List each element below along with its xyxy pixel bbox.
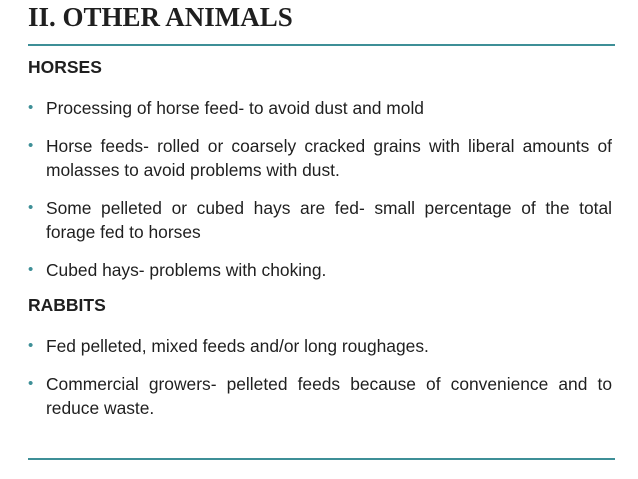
section-horses [28, 50, 612, 282]
list-item [28, 196, 612, 244]
bullet-icon: • [28, 99, 34, 116]
section-rabbits [28, 288, 612, 420]
list-item-text: Fed pelleted, mixed feeds and/or long roughages. [46, 336, 429, 356]
bullet-icon: • [28, 199, 34, 216]
bullet-icon: • [28, 261, 34, 278]
list-item [28, 334, 612, 358]
bullet-icon: • [28, 337, 34, 354]
bullet-icon: • [28, 137, 34, 154]
list-item-text: Cubed hays- problems with choking. [46, 260, 327, 280]
slide-title: II. OTHER ANIMALS [28, 2, 293, 32]
list-item-text: Horse feeds- rolled or coarsely cracked grains with liberal amounts of molasses to avoid problems with dust. [46, 136, 612, 180]
title-divider [28, 44, 615, 46]
list-item-text: Commercial growers- pelleted feeds because of convenience and to reduce waste. [46, 374, 612, 418]
list-item-text: Processing of horse feed- to avoid dust and mold [46, 98, 424, 118]
list-item [28, 134, 612, 182]
section-heading: RABBITS [28, 295, 106, 315]
slide-body [28, 50, 612, 420]
list-item [28, 258, 612, 282]
footer-divider [28, 458, 615, 460]
list-item-text: Some pelleted or cubed hays are fed- small percentage of the total forage fed to horses [46, 198, 612, 242]
list-item [28, 96, 612, 120]
bullet-icon: • [28, 375, 34, 392]
list-item [28, 372, 612, 420]
section-heading: HORSES [28, 57, 102, 77]
